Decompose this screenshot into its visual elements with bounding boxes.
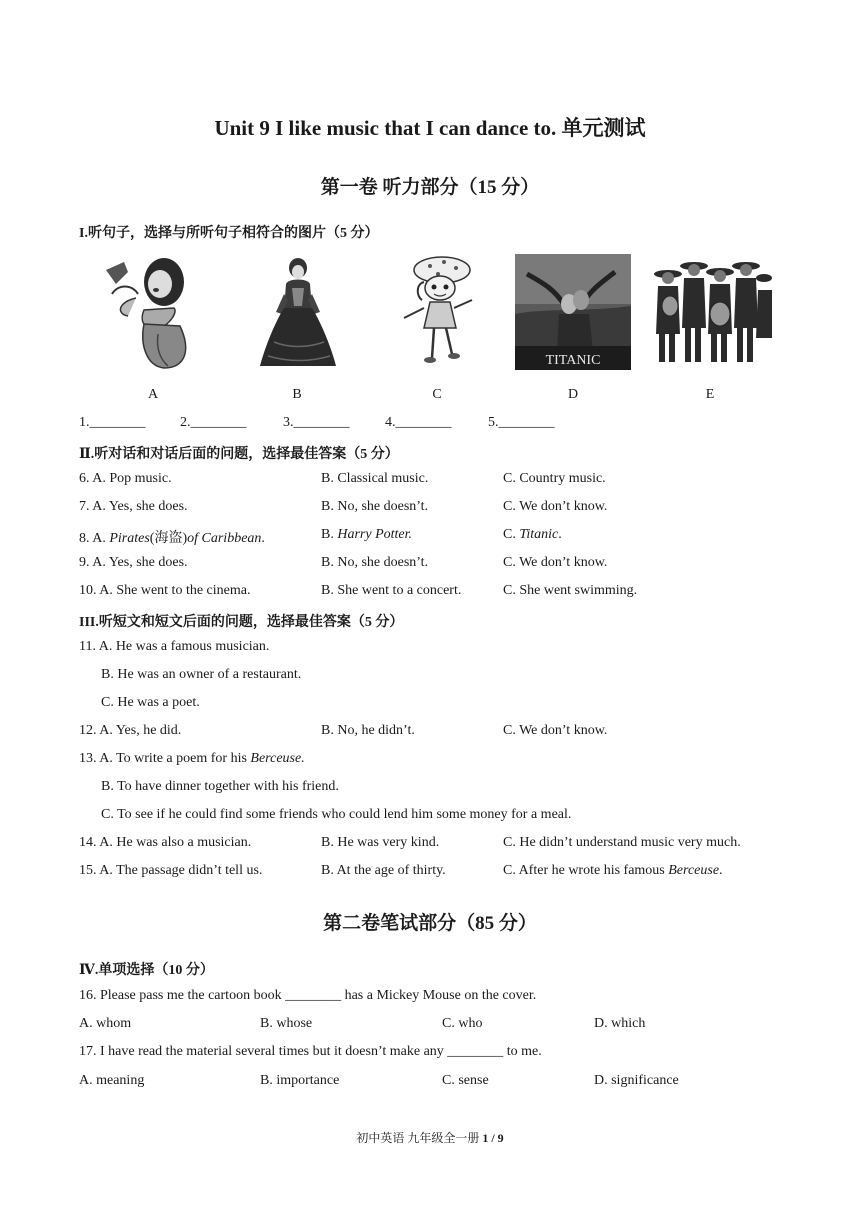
q8-option-b[interactable] [321, 527, 412, 543]
q7-option-c[interactable]: C. We don’t know. [503, 499, 608, 514]
section-2-heading: Ⅱ.听对话和对话后面的问题，选择最佳答案（5 分） [79, 447, 399, 462]
q15-option-b[interactable]: B. At the age of thirty. [321, 863, 446, 878]
part2-title: 第二卷笔试部分（85 分） [323, 913, 537, 934]
q11-option-b[interactable]: B. He was an owner of a restaurant. [101, 667, 302, 682]
picture-label-e: E [705, 387, 715, 402]
q8-a-end: . [261, 531, 265, 546]
answer-blank-5[interactable]: 5.________ [488, 415, 555, 430]
section-4-heading: Ⅳ.单项选择（10 分） [79, 963, 214, 978]
singer-picture [98, 254, 203, 370]
answer-blank-3[interactable]: 3.________ [283, 415, 350, 430]
q8-option-c[interactable] [503, 527, 562, 543]
q17-option-d[interactable]: D. significance [594, 1073, 679, 1088]
q15-c-title: Berceuse [668, 863, 720, 878]
q16-stem: 16. Please pass me the cartoon book ________ has a Mickey Mouse on the cover. [79, 988, 537, 1003]
cartoon-girl-picture [394, 254, 486, 370]
q11-option-a[interactable]: 11. A. He was a famous musician. [79, 639, 270, 654]
q6-option-b[interactable]: B. Classical music. [321, 471, 429, 486]
answer-blank-4[interactable]: 4.________ [385, 415, 452, 430]
q12-option-a[interactable]: 12. A. Yes, he did. [79, 723, 182, 738]
titanic-poster-picture [515, 254, 631, 370]
q8-a-title-1: Pirates [109, 531, 150, 546]
q15-option-c[interactable] [503, 863, 723, 879]
q10-option-c[interactable]: C. She went swimming. [503, 583, 638, 598]
q17-option-a[interactable]: A. meaning [79, 1073, 145, 1088]
q12-option-b[interactable]: B. No, he didn’t. [321, 723, 415, 738]
q6-option-c[interactable]: C. Country music. [503, 471, 606, 486]
q14-option-b[interactable]: B. He was very kind. [321, 835, 440, 850]
q16-option-b[interactable]: B. whose [260, 1016, 313, 1031]
q16-option-a[interactable]: A. whom [79, 1016, 132, 1031]
q15-option-a[interactable]: 15. A. The passage didn’t tell us. [79, 863, 263, 878]
q16-option-c[interactable]: C. who [442, 1016, 483, 1031]
q13-option-b[interactable]: B. To have dinner together with his friend. [101, 779, 339, 794]
picture-label-d: D [567, 387, 579, 402]
q13-a-text: 13. A. To write a poem for his [79, 751, 251, 766]
picture-label-c: C [432, 387, 442, 402]
q9-option-a[interactable]: 9. A. Yes, she does. [79, 555, 188, 570]
q14-option-a[interactable]: 14. A. He was also a musician. [79, 835, 252, 850]
q14-option-c[interactable]: C. He didn’t understand music very much. [503, 835, 741, 850]
q9-option-b[interactable]: B. No, she doesn’t. [321, 555, 429, 570]
picture-label-b: B [292, 387, 302, 402]
q13-a-title: Berceuse. [250, 751, 305, 766]
q8-a-note: (海盗) [149, 531, 188, 546]
q9-option-c[interactable]: C. We don’t know. [503, 555, 608, 570]
q6-option-a[interactable]: 6. A. Pop music. [79, 471, 172, 486]
q8-c-prefix: C. [503, 527, 520, 542]
section-1-heading: I.听句子，选择与所听句子相符合的图片（5 分） [79, 226, 379, 241]
band-picture [650, 254, 772, 370]
answer-blank-1[interactable]: 1.________ [79, 415, 146, 430]
q10-option-a[interactable]: 10. A. She went to the cinema. [79, 583, 251, 598]
q8-b-title: Harry Potter. [337, 527, 413, 542]
picture-label-a: A [147, 387, 159, 402]
q7-option-b[interactable]: B. No, she doesn’t. [321, 499, 429, 514]
footer-text: 初中英语 九年级全一册 [356, 1131, 483, 1145]
q8-a-title-2: of Caribbean [187, 531, 262, 546]
titanic-label: TITANIC [545, 353, 601, 368]
q17-stem: 17. I have read the material several times but it doesn’t make any ________ to me. [79, 1044, 542, 1059]
q17-option-b[interactable]: B. importance [260, 1073, 340, 1088]
q8-a-prefix: 8. A. [79, 531, 110, 546]
page-title: Unit 9 I like music that I can dance to. 单元测试 [214, 116, 646, 140]
q11-option-c[interactable]: C. He was a poet. [101, 695, 200, 710]
lady-in-gown-picture [254, 254, 342, 370]
q13-option-a[interactable] [79, 751, 305, 767]
q8-c-title: Titanic [519, 527, 559, 542]
q15-c-text: C. After he wrote his famous [503, 863, 669, 878]
q16-option-d[interactable]: D. which [594, 1016, 646, 1031]
q15-c-end: . [719, 863, 723, 878]
q8-c-end: . [558, 527, 562, 542]
q17-option-c[interactable]: C. sense [442, 1073, 489, 1088]
q8-b-prefix: B. [321, 527, 338, 542]
q8-option-a[interactable] [79, 527, 265, 547]
q12-option-c[interactable]: C. We don’t know. [503, 723, 608, 738]
page-number: 1 / 9 [482, 1131, 504, 1145]
part1-title: 第一卷 听力部分（15 分） [320, 177, 540, 198]
q7-option-a[interactable]: 7. A. Yes, she does. [79, 499, 188, 514]
q10-option-b[interactable]: B. She went to a concert. [321, 583, 462, 598]
page-footer [0, 1129, 860, 1146]
q13-option-c[interactable]: C. To see if he could find some friends who could lend him some money for a meal. [101, 807, 572, 822]
section-3-heading: III.听短文和短文后面的问题，选择最佳答案（5 分） [79, 615, 404, 630]
answer-blank-2[interactable]: 2.________ [180, 415, 247, 430]
